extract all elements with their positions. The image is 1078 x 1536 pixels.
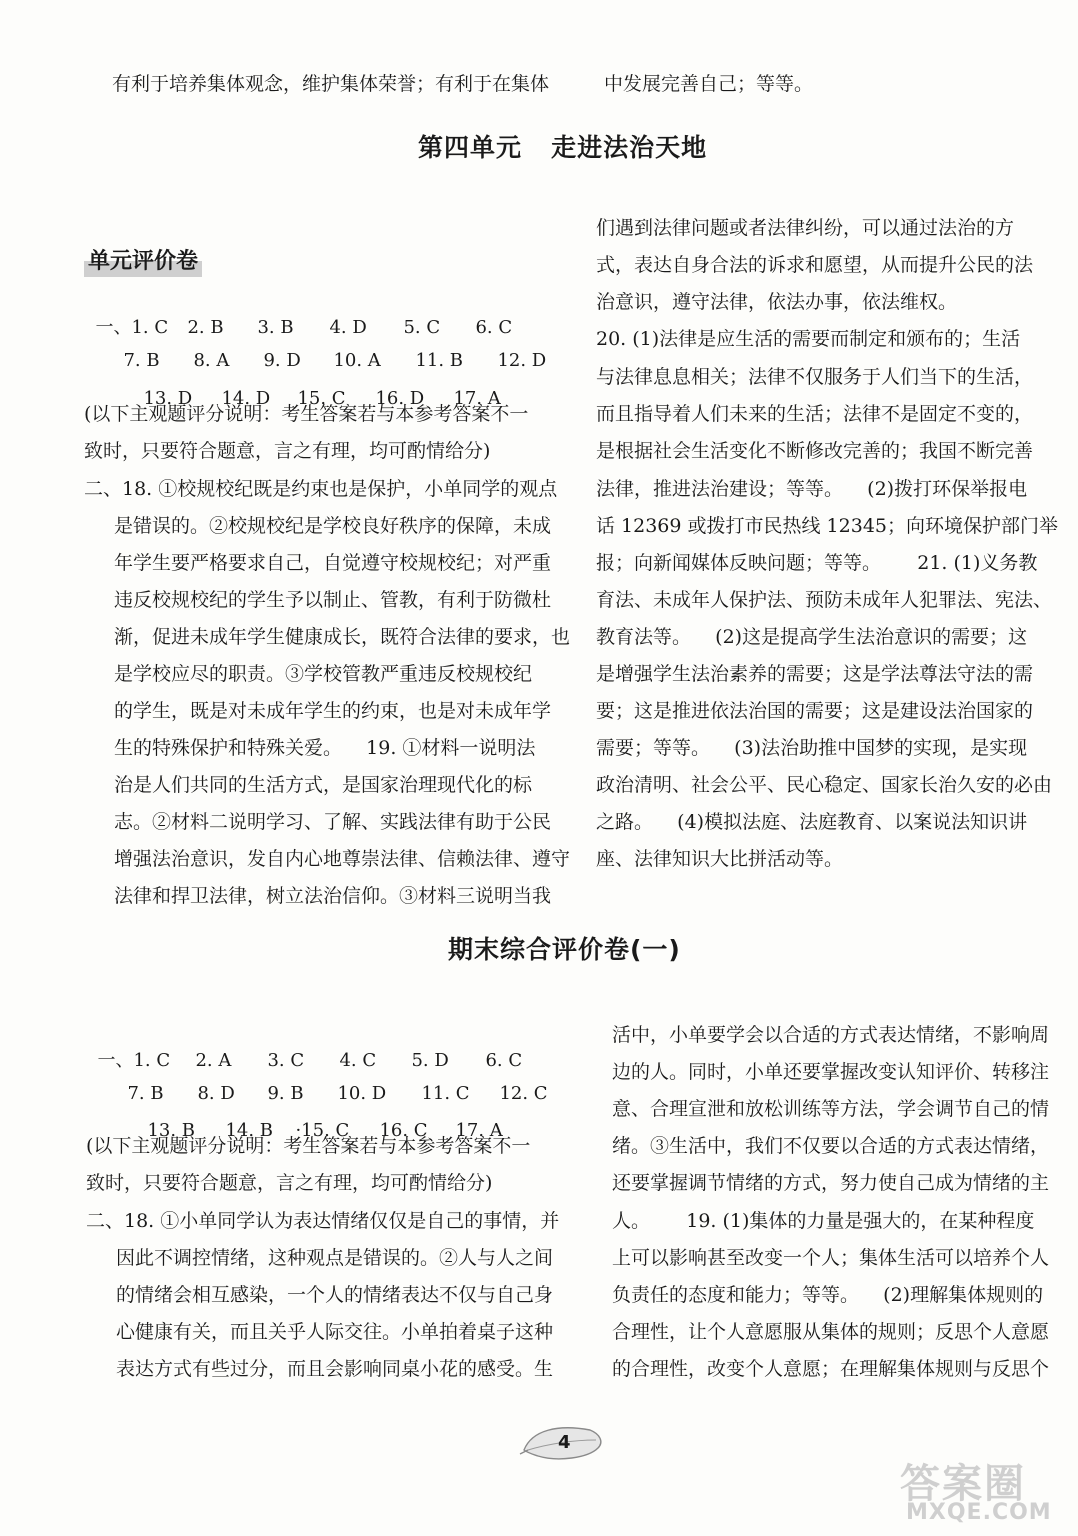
- answer-text-line: 致时，只要符合题意，言之有理，均可酌情给分): [86, 1172, 493, 1194]
- mc-answer: 7. B: [127, 1083, 164, 1104]
- mc-answer: 13. D: [143, 388, 193, 409]
- answer-text-line: 的学生，既是对未成年学生的约束，也是对未成年学: [114, 700, 552, 722]
- answer-text-line: 的合理性，改变个人意愿；在理解集体规则与反思个: [612, 1358, 1050, 1380]
- mc-answer: 8. A: [193, 350, 230, 371]
- answer-text-line: 因此不调控情绪，这种观点是错误的。②人与人之间: [116, 1247, 554, 1269]
- answer-text-line: 渐，促进未成年学生健康成长，既符合法律的要求，也: [114, 626, 571, 648]
- watermark-url-text: MXQE.COM: [906, 1500, 1052, 1525]
- continuation-text-right: 中发展完善自己；等等。: [604, 73, 814, 95]
- answer-text-line: 座、法律知识大比拼活动等。: [596, 848, 844, 870]
- mc-answer-row: [112, 329, 546, 371]
- mc-answer: 12. C: [499, 1083, 548, 1104]
- page-number: 4: [558, 1432, 571, 1453]
- mc-answer: 11. C: [421, 1083, 470, 1104]
- mc-answer: 7. B: [123, 350, 160, 371]
- answer-text-line: 20. (1)法律是应生活的需要而制定和颁布的；生活: [596, 328, 1021, 350]
- answer-text-line: 育法、未成年人保护法、预防未成年人犯罪法、宪法、: [596, 589, 1053, 611]
- answer-text-line: 绪。③生活中，我们不仅要以合适的方式表达情绪，: [612, 1135, 1050, 1157]
- mc-answer: 2. B: [187, 317, 224, 338]
- mc-answer: 16. C: [379, 1120, 428, 1141]
- answer-text-line: 表达方式有些过分，而且会影响同桌小花的感受。生: [116, 1358, 554, 1380]
- answer-text-line: 治意识，遵守法律，依法办事，依法维权。: [596, 291, 958, 313]
- answer-text-line: 的情绪会相互感染，一个人的情绪表达不仅与自己身: [116, 1284, 554, 1306]
- mc-answer: 11. B: [415, 350, 464, 371]
- mc-answer: 9. D: [263, 350, 301, 371]
- mc-answer: 17. A: [453, 388, 501, 409]
- mc-answer: 5. C: [403, 317, 441, 338]
- mc-answer: 9. B: [267, 1083, 304, 1104]
- answer-text-line: 要；这是推进依法治国的需要；这是建设法治国家的: [596, 700, 1034, 722]
- answer-text-line: 志。②材料二说明学习、了解、实践法律有助于公民: [114, 811, 552, 833]
- answer-text-line: 致时，只要符合题意，言之有理，均可酌情给分): [84, 440, 491, 462]
- mc-answer: 8. D: [197, 1083, 235, 1104]
- mc-answer: 一、1. C: [97, 1050, 171, 1071]
- answer-text-line: 二、18. ①校规校纪既是约束也是保护，小单同学的观点: [84, 478, 558, 500]
- answer-text-line: 还要掌握调节情绪的方式，努力使自己成为情绪的主: [612, 1172, 1050, 1194]
- answer-text-line: 负责任的态度和能力；等等。 (2)理解集体规则的: [612, 1284, 1044, 1306]
- mc-answer: 17. A: [455, 1120, 503, 1141]
- mc-answer: 15. C: [297, 388, 346, 409]
- mc-answer: 14. B: [225, 1120, 274, 1141]
- answer-text-line: 意、合理宣泄和放松训练等方法，学会调节自己的情: [612, 1098, 1050, 1120]
- answer-text-line: 治是人们共同的生活方式，是国家治理现代化的标: [114, 774, 533, 796]
- mc-answer: 10. D: [337, 1083, 387, 1104]
- answer-text-line: 增强法治意识，发自内心地尊崇法律、信赖法律、遵守: [114, 848, 571, 870]
- answer-text-line: 活中，小单要学会以合适的方式表达情绪，不影响周: [612, 1024, 1050, 1046]
- answer-text-line: 是错误的。②校规校纪是学校良好秩序的保障，未成: [114, 515, 552, 537]
- mc-answer-row: [116, 1062, 548, 1104]
- mc-answer: 4. C: [339, 1050, 377, 1071]
- answer-text-line: 们遇到法律问题或者法律纠纷，可以通过法治的方: [596, 217, 1015, 239]
- final-exam-title: 期末综合评价卷(一): [448, 935, 681, 964]
- mc-answer: 12. D: [497, 350, 547, 371]
- section-label-unit-evaluation: 单元评价卷: [84, 242, 202, 277]
- answer-text-line: 边的人。同时，小单还要掌握改变认知评价、转移注: [612, 1061, 1050, 1083]
- mc-answer: 14. D: [221, 388, 271, 409]
- answer-text-line: 需要；等等。 (3)法治助推中国梦的实现，是实现: [596, 737, 1028, 759]
- answer-text-line: 教育法等。 (2)这是提高学生法治意识的需要；这: [596, 626, 1028, 648]
- mc-answer: 3. C: [267, 1050, 305, 1071]
- answer-text-line: 年学生要严格要求自己，自觉遵守校规校纪；对严重: [114, 552, 552, 574]
- answer-text-line: 生的特殊保护和特殊关爱。 19. ①材料一说明法: [114, 737, 536, 759]
- unit-title: 第四单元 走进法治天地: [418, 133, 708, 162]
- mc-answer: 16. D: [375, 388, 425, 409]
- mc-answer: 3. B: [257, 317, 294, 338]
- answer-text-line: 上可以影响甚至改变一个人；集体生活可以培养个人: [612, 1247, 1050, 1269]
- watermark-logo-text: 答案圈: [900, 1461, 1026, 1507]
- answer-text-line: 与法律息息相关；法律不仅服务于人们当下的生活，: [596, 366, 1034, 388]
- answer-text-line: 政治清明、社会公平、民心稳定、国家长治久安的必由: [596, 774, 1053, 796]
- answer-text-line: 而且指导着人们未来的生活；法律不是固定不变的，: [596, 403, 1034, 425]
- mc-answer: 4. D: [329, 317, 367, 338]
- mc-answer: 2. A: [195, 1050, 232, 1071]
- answer-text-line: 话 12369 或拨打市民热线 12345；向环境保护部门举: [596, 515, 1059, 537]
- answer-text-line: 是学校应尽的职责。③学校管教严重违反校规校纪: [114, 663, 533, 685]
- answer-text-line: (以下主观题评分说明：考生答案若与本参考答案不一: [84, 403, 529, 425]
- mc-answer: 13. B: [147, 1120, 196, 1141]
- answer-text-line: 是根据社会生活变化不断修改完善的；我国不断完善: [596, 440, 1034, 462]
- mc-answer: 10. A: [333, 350, 381, 371]
- page-number-ornament: [518, 1420, 608, 1464]
- answer-text-line: 合理性，让个人意愿服从集体的规则；反思个人意愿: [612, 1321, 1050, 1343]
- answer-text-line: 违反校规校纪的学生予以制止、管教，有利于防微杜: [114, 589, 552, 611]
- mc-answer: 6. C: [485, 1050, 523, 1071]
- answer-text-line: 法律，推进法治建设；等等。 (2)拨打环保举报电: [596, 478, 1028, 500]
- answer-text-line: 心健康有关，而且关乎人际交往。小单拍着桌子这种: [116, 1321, 554, 1343]
- mc-answer: 6. C: [475, 317, 513, 338]
- answer-text-line: (以下主观题评分说明：考生答案若与本参考答案不一: [86, 1135, 531, 1157]
- answer-text-line: 二、18. ①小单同学认为表达情绪仅仅是自己的事情，并: [86, 1210, 560, 1232]
- mc-answer: ·15. C: [295, 1120, 350, 1141]
- mc-answer: 一、1. C: [95, 317, 169, 338]
- answer-text-line: 法律和捍卫法律，树立法治信仰。③材料三说明当我: [114, 885, 552, 907]
- answer-text-line: 是增强学生法治素养的需要；这是学法尊法守法的需: [596, 663, 1034, 685]
- answer-text-line: 人。 19. (1)集体的力量是强大的，在某种程度: [612, 1210, 1035, 1232]
- answer-text-line: 报；向新闻媒体反映问题；等等。 21. (1)义务教: [596, 552, 1038, 574]
- answer-text-line: 式，表达自身合法的诉求和愿望，从而提升公民的法: [596, 254, 1034, 276]
- mc-answer: 5. D: [411, 1050, 449, 1071]
- answer-text-line: 之路。 (4)模拟法庭、法庭教育、以案说法知识讲: [596, 811, 1028, 833]
- continuation-text-left: 有利于培养集体观念，维护集体荣誉；有利于在集体: [112, 73, 550, 95]
